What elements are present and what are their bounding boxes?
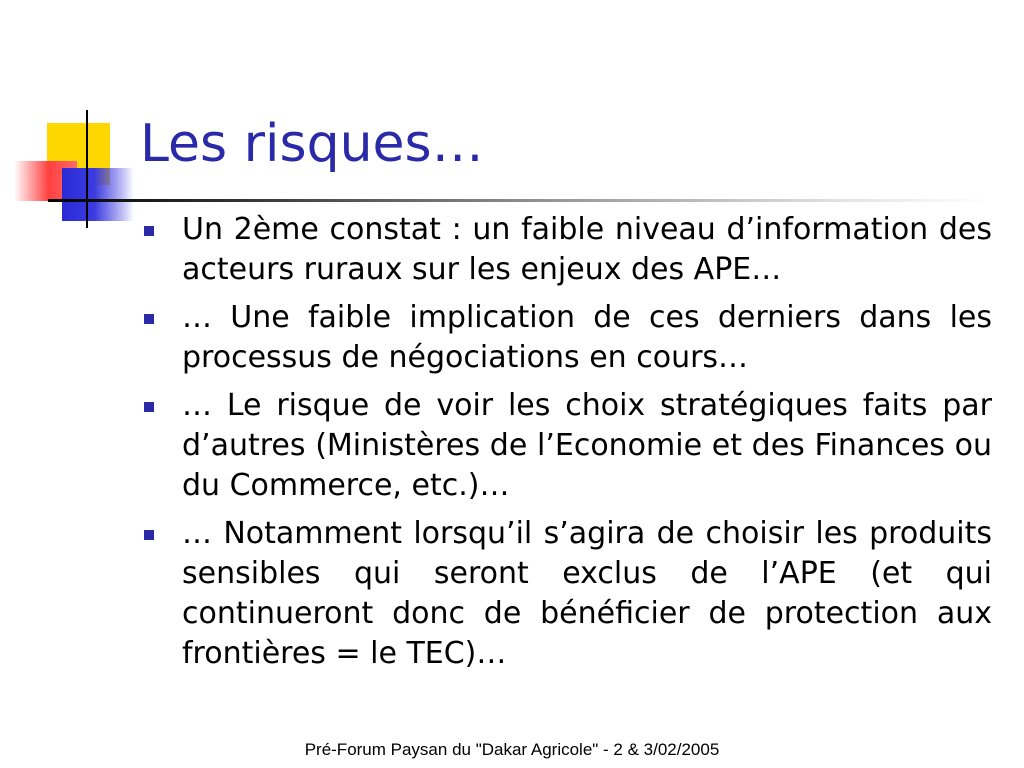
- square-bullet-icon: [144, 530, 154, 540]
- decorative-vertical-line: [86, 110, 88, 228]
- bullet-list: [140, 210, 992, 682]
- bullet-item: [140, 514, 992, 674]
- bullet-text: … Une faible implication de ces derniers dans les processus de négociations en cours…: [182, 300, 992, 375]
- slide-footer: Pré-Forum Paysan du "Dakar Agricole" - 2 & 3/02/2005: [304, 740, 720, 759]
- title-underline: [48, 199, 992, 202]
- bullet-item: [140, 386, 992, 506]
- bullet-text: … Notamment lorsqu’il s’agira de choisir les produits sensibles qui seront exclus de l’APE (et qui continueront donc de bénéficier de protection aux frontières = le TEC)…: [182, 516, 992, 671]
- slide-title: Les risques…: [140, 114, 484, 174]
- square-bullet-icon: [144, 402, 154, 412]
- bullet-item: [140, 298, 992, 378]
- bullet-item: [140, 210, 992, 290]
- bullet-text: … Le risque de voir les choix stratégiques faits par d’autres (Ministères de l’Economie et des Finances ou du Commerce, etc.)…: [182, 388, 992, 503]
- decorative-blue-square: [62, 168, 134, 221]
- square-bullet-icon: [144, 314, 154, 324]
- bullet-text: Un 2ème constat : un faible niveau d’information des acteurs ruraux sur les enjeux des APE…: [182, 212, 992, 287]
- square-bullet-icon: [144, 226, 154, 236]
